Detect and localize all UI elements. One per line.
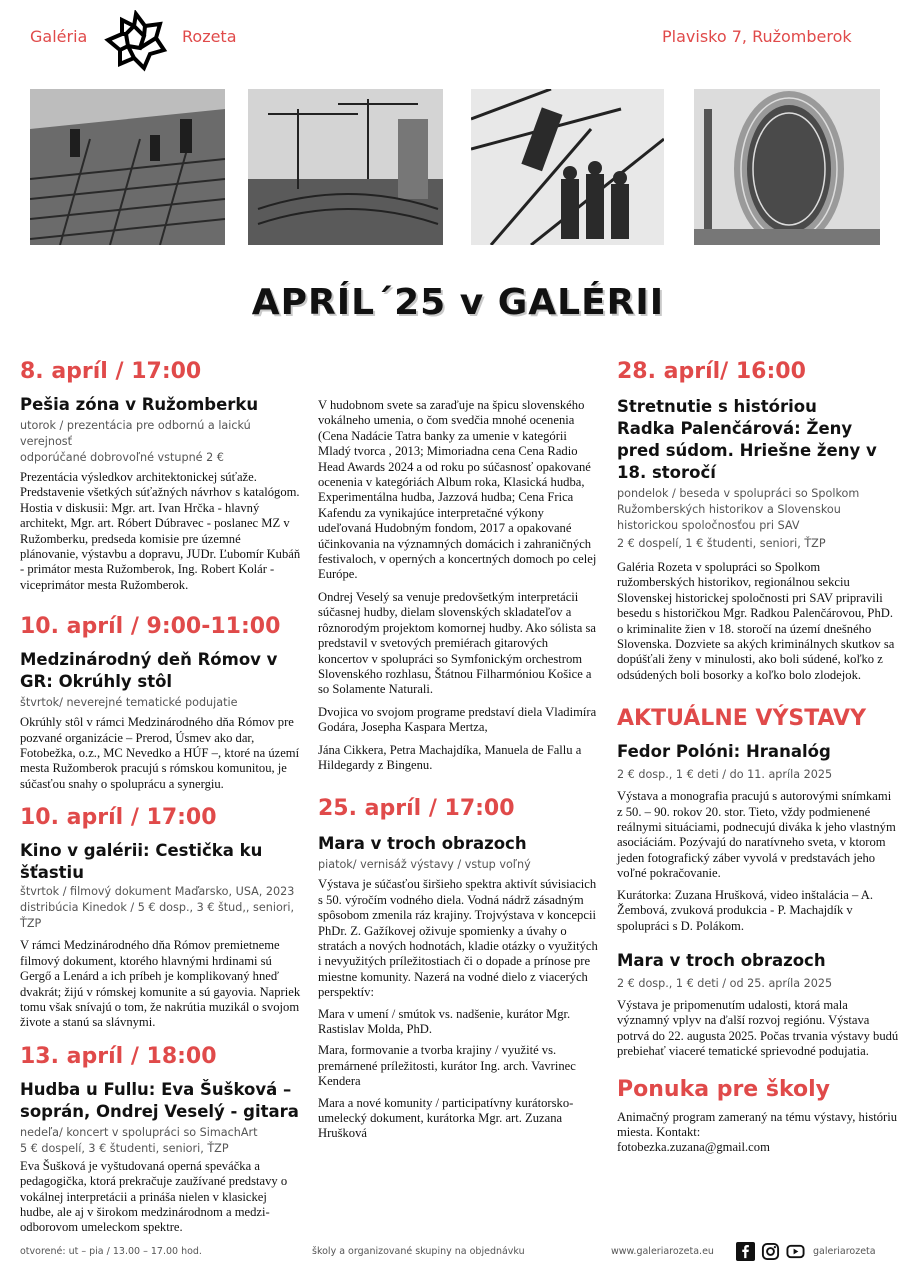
facebook-icon[interactable]	[736, 1242, 755, 1261]
event-title: Stretnutie s históriou	[617, 397, 817, 416]
page-headline: APRÍL´25 v GALÉRII	[251, 282, 665, 323]
right-column	[617, 358, 899, 1156]
brand-name-right: Rozeta	[182, 27, 237, 46]
event-description: Prezentácia výsledkov architektonickej súťaže. Predstavenie všetkých súťažných návrhov s katalógom. Hostia v diskusii: Mgr. art. Ivan Hrčka - hlavný architekt, Mgr. art. Róbert Dúbravec - poslanec MZ v Ružomberku, predseda komisie pre územné plánovanie, výstavbu a dopravu, JUDr. Ľubomír Kubáň - primátor mesta Ružomberok, Ing. Robert Kolár - viceprimátor mesta Ružomberok.	[20, 470, 301, 592]
contact-email[interactable]: fotobezka.zuzana@gmail.com	[617, 1140, 770, 1155]
paragraph: Jána Cikkera, Petra Machajdíka, Manuela de Fallu a Hildegardy z Bingenu.	[318, 742, 582, 772]
paragraph: Výstava a monografia pracujú s autorovými snímkami z 50. – 90. rokov 20. stor. Tieto, vždy podmienené reálnymi situáciami, podnecujú diváka k jeho vlastným asociáciám. Pozývajú do naratívneho sveta, v ktorom jeden fotografický záber vyvolá v predstavách jeho voľné pokračovanie.	[617, 789, 896, 881]
event-date: 8. apríl / 17:00	[20, 359, 202, 384]
event-title: Mara v troch obrazoch	[318, 834, 527, 854]
event-title: Pešia zóna v Ružomberku	[20, 395, 259, 414]
exhibition-title: Fedor Polóni: Hranalóg	[617, 742, 831, 762]
exhibition-block	[617, 950, 899, 1060]
photo-construction-site	[30, 89, 225, 245]
event-block	[20, 613, 302, 792]
event-date: 10. apríl / 17:00	[20, 805, 217, 831]
paragraph: Mara v umení / smútok vs. nadšenie, kurátor Mgr. Rastislav Molda, PhD.	[318, 1006, 571, 1036]
photo-workers	[471, 89, 664, 245]
paragraph: Kurátorka: Zuzana Hrušková, video inštalácia – A. Žembová, zvuková produkcia - P. Machajdík v spolupráci s D. Polákom.	[617, 887, 873, 933]
paragraph: Mara a nové komunity / participatívny kurátorsko-umelecký dokument, kurátorka Mgr. art. Zuzana Hrušková	[318, 1095, 574, 1141]
event-date: 13. apríl / 18:00	[20, 1043, 217, 1069]
schools-heading: Ponuka pre školy	[617, 1076, 831, 1102]
event-meta: distribúcia Kinedok / 5 € dosp., 3 € štud,, seniori, ŤZP	[20, 901, 295, 931]
event-meta: nedeľa/ koncert v spolupráci so SimachArt	[20, 1125, 258, 1139]
paragraph: Mara, formovanie a tvorba krajiny / využité vs. premárnené príležitosti, kurátor Ing. arch. Vavrinec Kendera	[318, 1043, 576, 1089]
social-handle: galeriarozeta	[813, 1246, 876, 1257]
event-date: 28. apríl/ 16:00	[617, 359, 806, 384]
left-column	[20, 358, 302, 1236]
event-meta: piatok/ vernisáž výstavy / vstup voľný	[318, 858, 531, 872]
event-meta: štvrtok/ neverejné tematické podujatie	[20, 696, 238, 710]
exhibition-block	[617, 741, 899, 934]
event-meta: utorok / prezentácia pre odbornú a laickú verejnosť	[20, 419, 251, 448]
exhibition-meta: 2 € dosp., 1 € deti / od 25. apríla 2025	[617, 976, 833, 990]
schools-description: Animačný program zameraný na tému výstavy, históriu miesta. Kontakt:	[617, 1109, 898, 1139]
event-meta: štvrtok / filmový dokument Maďarsko, USA, 2023	[20, 885, 295, 899]
event-block	[20, 804, 302, 1030]
middle-column	[318, 398, 598, 1142]
opening-hours: otvorené: ut – pia / 13.00 – 17.00 hod.	[20, 1246, 202, 1257]
schools-note: školy a organizované skupiny na objednávku	[312, 1246, 525, 1257]
event-description: Galéria Rozeta v spolupráci so Spolkom ružomberských historikov, regionálnou sekciu Slovenskej historickej spoločnosti pri SAV pripravili besedu s historičkou Mgr. Radkou Palenčárovou, PhD. o kriminalite žien v 18. storočí na území dnešného Slovenska. Dozviete sa akých kriminálnych skutkov sa dopúšťali ženy v minulosti, ako boli súdené, koľko z odsúdených boli bosorky a koľko bolo zlodejok.	[617, 560, 895, 682]
event-title: Medzinárodný deň Rómov v GR: Okrúhly stôl	[20, 650, 278, 692]
paragraph: Výstava je pripomenutím udalosti, ktorá mala významný vplyv na ďalší rozvoj regiónu. Výstava potrvá do 22. augusta 2025. Počas trvania výstavy budú prebiehať viaceré tematické sprievodné podujatia.	[617, 997, 899, 1059]
event-title: Hudba u Fullu: Eva Šušková – soprán, Ondrej Veselý - gitara	[20, 1079, 299, 1121]
event-title: Kino v galérii: Cestička ku šťastiu	[20, 841, 263, 883]
instagram-icon[interactable]	[761, 1242, 780, 1261]
photo-steel-pipe	[694, 89, 880, 245]
rozeta-logo-icon	[104, 10, 168, 74]
event-block	[20, 1043, 302, 1236]
event-block	[20, 358, 302, 593]
event-block	[318, 795, 598, 1142]
address: Plavisko 7, Ružomberok	[662, 27, 852, 46]
event-subtitle: Radka Palenčárová: Ženy pred súdom. Hriešne ženy v 18. storočí	[617, 419, 877, 482]
paragraph: Výstava je súčasťou širšieho spektra aktivít súvisiacich s 50. výročím vodného diela. Vodná nádrž zásadným spôsobom zmenila ráz krajiny. Trojvýstava v koncepcii PhDr. Z. Gažíkovej oživuje spomienky a úvahy o stratách a nových hodnotách, kladie otázky o využitých i nevyužitých príležitostiach či o dopade a prínose pre miestne komunity. Nazerá na vodné dielo z viacerých perspektív:	[318, 877, 598, 1000]
event-description: V rámci Medzinárodného dňa Rómov premietneme filmový dokument, ktorého hlavnými hrdinami sú Gergő a Lenárd a ich príbeh je komplikovaný hneď dvakrát; žijú v rómskej komunite a sú gayovia. Napriek tomu však snívajú o tom, že nakrútia muzikál o svojom živote a stanú sa slávnymi.	[20, 938, 301, 1030]
event-meta: odporúčané dobrovoľné vstupné 2 €	[20, 451, 224, 464]
paragraph: V hudobnom svete sa zaraďuje na špicu slovenského vokálneho umenia, o čom svedčia mnohé ocenenia (Cena Nadácie Tatra banky za umenie v kategórii Mladý tvorca , 2013; Mimoriadna cena Cena Radio Head Awards 2024 a od roku po súčasnosť opakované ocenenia v kategóriách Album roka, Klasická hudba, Experimentálna hudba, Jazzová hudba; Cena Frica Kafendu za vynikajúce interpretačné výkony udeľovaná Hudobným fondom, 2017 a opakované účinkovania na významných domácich i zahraničných festivaloch, v operných a koncertných domoch po celej Európe.	[318, 398, 597, 582]
photo-dam-construction	[248, 89, 443, 245]
exhibition-title: Mara v troch obrazoch	[617, 950, 826, 970]
brand-name-left: Galéria	[30, 27, 88, 46]
event-block	[617, 358, 899, 683]
website-link[interactable]: www.galeriarozeta.eu	[611, 1246, 714, 1257]
exhibitions-heading: AKTUÁLNE VÝSTAVY	[617, 706, 867, 732]
event-date: 10. apríl / 9:00-11:00	[20, 614, 281, 640]
paragraph: Dvojica vo svojom programe predstaví diela Vladimíra Godára, Josepha Kaspara Mertza,	[318, 704, 597, 735]
paragraph: Ondrej Veselý sa venuje predovšetkým interpretácii súčasnej hudby, dielam slovenských skladateľov a rôznorodým projektom komornej hudby. Ako sólista sa predstavil v svetových premiérach gitarových koncertov v spolupráci so Symfonickým orchestrom Slovenského rozhlasu, Štátnou Filharmóniou Košice a so Solamente Naturali.	[318, 589, 596, 697]
exhibition-meta: 2 € dosp., 1 € deti / do 11. apríla 2025	[617, 768, 833, 782]
event-description: Eva Šušková je vyštudovaná operná speváčka a pedagogička, ktorá prekračuje zaužívané predstavy o vokálnej interpretácii a prináša nielen v klasickej hudbe, ale aj v širokom medzinárodnom a medzi-odborovom umeleckom spektre.	[20, 1158, 288, 1235]
event-date: 25. apríl / 17:00	[318, 796, 515, 822]
event-meta: pondelok / beseda v spolupráci so Spolkom Ružomberských historikov a Slovenskou historickou spoločnosťou pri SAV	[617, 487, 860, 532]
event-description: Okrúhly stôl v rámci Medzinárodného dňa Rómov pre pozvané organizácie – Prerod, Úsmev ako dar, Fotobežka, o.z., MC Nevedko a HÚF –, ktoré na území mesta Ružomberok pracujú s rómskou komunitou, je súčasťou snahy o spoluprácu a synergiu.	[20, 715, 300, 791]
youtube-icon[interactable]	[786, 1242, 805, 1261]
event-meta: 2 € dospelí, 1 € študenti, seniori, ŤZP	[617, 537, 826, 550]
event-meta: 5 € dospelí, 3 € študenti, seniori, ŤZP	[20, 1141, 229, 1155]
